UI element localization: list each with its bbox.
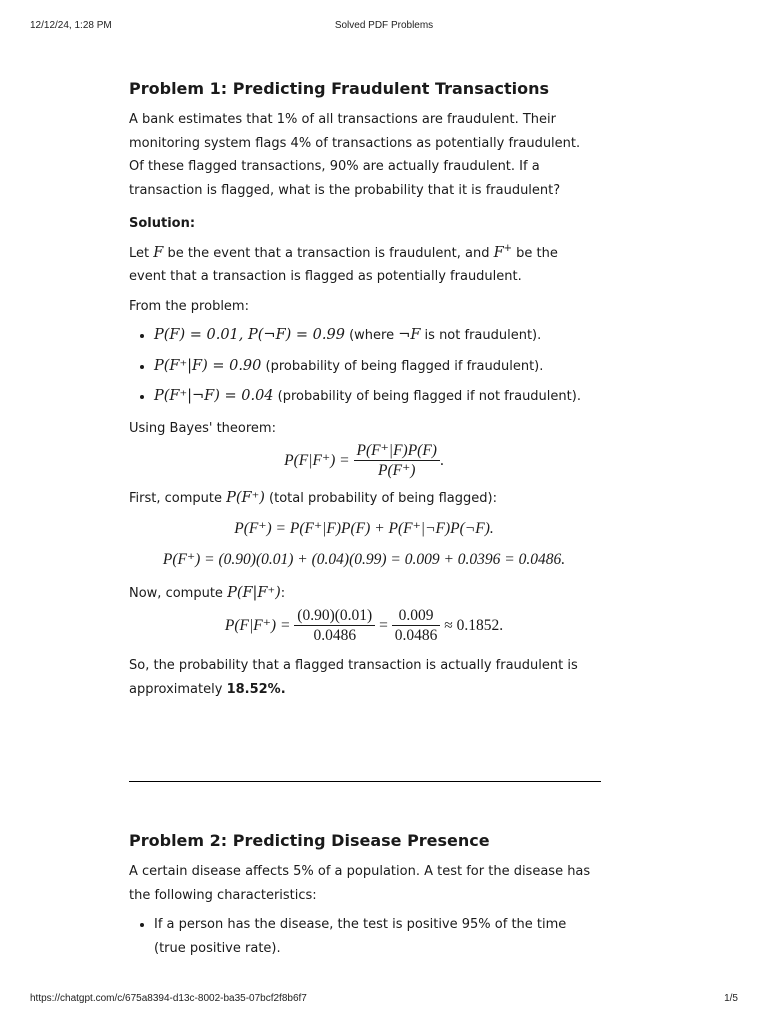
list-item: • P(F) = 0.01, P(¬F) = 0.99 (where ¬F is not fraudulent). [154, 324, 599, 348]
print-title: Solved PDF Problems [334, 20, 434, 31]
total-probability-value: P(F⁺) = (0.90)(0.01) + (0.04)(0.99) = 0.009 + 0.0396 = 0.0486. [162, 551, 566, 568]
first-compute: First, compute P(F⁺) (total probability of being flagged): [129, 490, 497, 506]
print-datetime: 12/12/24, 1:28 PM [30, 20, 112, 31]
given-list [129, 324, 599, 409]
definitions: Let F be the event that a transaction is fraudulent, and F+ be the event that a transaction is flagged as potentially fraudulent. [129, 242, 558, 284]
document-body [129, 78, 599, 701]
characteristics-list [129, 913, 599, 960]
page-number: 1/5 [724, 993, 738, 1004]
bayes-equation: P(F|F⁺) = $\frac{P(F^+|F)P(F)}{P(F^+)}$ . [284, 442, 444, 479]
problem1-title: Problem 1: Predicting Fraudulent Transactions [129, 79, 550, 98]
total-probability-equation: P(F⁺) = P(F⁺|F)P(F) + P(F⁺|¬F)P(¬F). [234, 519, 494, 537]
conclusion: So, the probability that a flagged transaction is actually fraudulent is approximately 18.52%. [129, 658, 578, 697]
solution-label: Solution: [129, 216, 196, 231]
section-divider [129, 781, 601, 782]
problem1-statement: A bank estimates that 1% of all transactions are fraudulent. Their monitoring system flags 4% of transactions as potentially fraudulent. Of these flagged transactions, 90% are actually fraudulent. If a transaction is flagged, what is the probability that it is fraudulent? [129, 112, 581, 198]
list-item: • If a person has the disease, the test is positive 95% of the time (true positive rate). [154, 913, 599, 960]
list-item: • P(F⁺|¬F) = 0.04 (probability of being flagged if not fraudulent). [154, 385, 599, 409]
problem2-statement: A certain disease affects 5% of a population. A test for the disease has the following characteristics: [129, 864, 591, 903]
list-item: • P(F⁺|F) = 0.90 (probability of being flagged if fraudulent). [154, 355, 599, 379]
problem2-title: Problem 2: Predicting Disease Presence [129, 831, 490, 850]
from-problem: From the problem: [129, 298, 249, 314]
final-equation: P(F|F⁺) = $\frac{(0.90)(0.01)}{0.0486}$ = $\frac{0.009}{0.0486}$ ≈ 0.1852. [224, 607, 504, 644]
print-url: https://chatgpt.com/c/675a8394-d13c-8002-ba35-07bcf2f8b6f7 [30, 993, 307, 1004]
problem2-section [129, 830, 599, 967]
bayes-intro: Using Bayes' theorem: [129, 420, 276, 436]
now-compute: Now, compute P(F|F⁺): [129, 584, 286, 601]
